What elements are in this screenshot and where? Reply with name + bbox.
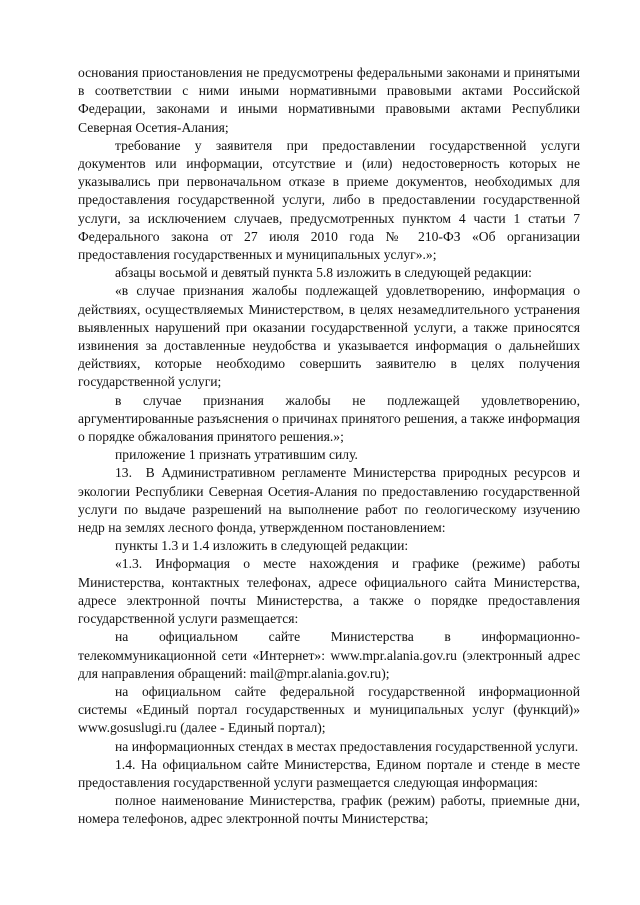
paragraph-10: на официальном сайте Министерства в информационно-телекоммуникационной сети «Интернет»: www.mpr.alania.gov.ru (электронный адрес для направления обращений: mail@mpr.alania.gov.ru); [78,629,580,681]
document-page [78,64,580,829]
paragraph-12: на информационных стендах в местах предоставления государственной услуги. [115,738,579,754]
paragraph-3: абзацы восьмой и девятый пункта 5.8 изложить в следующей редакции: [115,265,532,281]
paragraph-8: пункты 1.3 и 1.4 изложить в следующей редакции: [115,538,409,554]
paragraph-13: 1.4. На официальном сайте Министерства, Едином портале и стенде в месте предоставления государственной услуги размещается следующая информация: [78,756,580,790]
paragraph-14: полное наименование Министерства, график (режим) работы, приемные дни, номера телефонов, адрес электронной почты Министерства; [78,793,580,827]
paragraph-4: «в случае признания жалобы подлежащей удовлетворению, информация о действиях, осуществляемых Министерством, в целях незамедлительного устранения выявленных нарушений при оказании государственной услуги, а также приносятся извинения за доставленные неудобства и указывается информация о дальнейших действиях, которые необходимо совершить заявителю в целях получения государственной услуги; [78,283,580,390]
paragraph-1: основания приостановления не предусмотрены федеральными законами и принятыми в соответствии с ними иными нормативными правовыми актами Российской Федерации, законами и иными нормативными правовыми актами Республики Северная Осетия-Алания; [78,65,580,135]
paragraph-6: приложение 1 признать утратившим силу. [115,447,358,463]
paragraph-9: «1.3. Информация о месте нахождения и графике (режиме) работы Министерства, контактных телефонах, адресе официального сайта Министерства, адресе электронной почты Министерства, а также о порядке предоставления государственной услуги размещается: [78,556,580,627]
paragraph-5: в случае признания жалобы не подлежащей удовлетворению, аргументированные разъяснения о причинах принятого решения, а также информация о порядке обжалования принятого решения.»; [78,392,580,445]
paragraph-2: требование у заявителя при предоставлении государственной услуги документов или информации, отсутствие и (или) недостоверность которых не указывались при первоначальном отказе в приеме документов, необходимых для предоставления государственной услуги, либо в предоставлении государственной услуги, за исключением случаев, предусмотренных пунктом 4 части 1 статьи 7 Федерального закона от 27 июля 2010 года № 210-ФЗ «Об организации предоставления государственных и муниципальных услуг».»; [78,137,580,263]
paragraph-7: 13. В Административном регламенте Министерства природных ресурсов и экологии Республики Северная Осетия-Алания по предоставлению государственной услуги по выдаче разрешений на выполнение работ по геологическому изучению недр на землях лесного фонда, утвержденном постановлением: [78,465,580,536]
paragraph-11: на официальном сайте федеральной государственной информационной системы «Единый портал государственных и муниципальных услуг (функций)» www.gosuslugi.ru (далее - Единый портал); [78,683,580,736]
